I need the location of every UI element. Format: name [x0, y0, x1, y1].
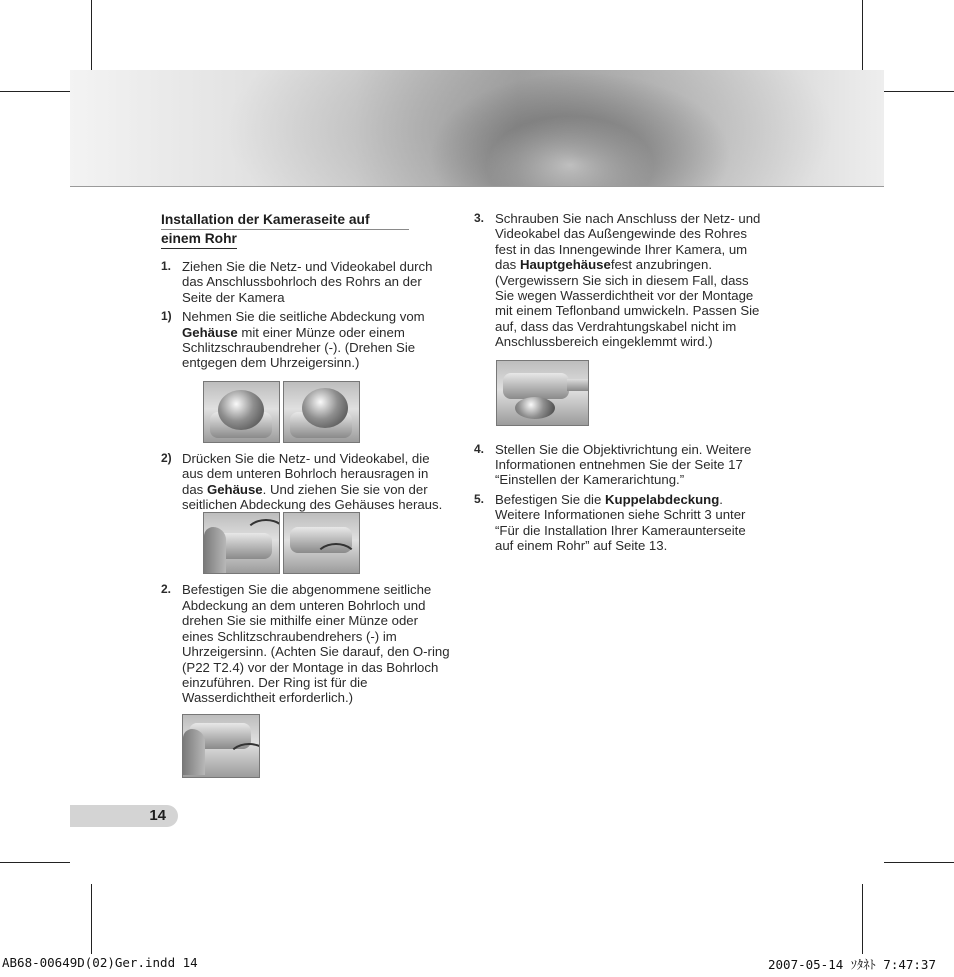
step-item: 3. Schrauben Sie nach Anschluss der Netz- und Videokabel das Außengewinde des Rohres fest in das Innengewinde Ihrer Kamera, um das Hauptgehäusefest anzubringen. (Vergewissern Sie sich in diesem Fall, dass Sie wegen Wasserdichtheit vor der Montage mit einem Teflonband umwickeln. Passen Sie auf, dass das Verdrahtungskabel nicht im Anschlussbereich eingeklemmt wird.) [474, 211, 761, 350]
crop-mark [862, 884, 863, 954]
page-number: 14 [149, 807, 166, 824]
crop-mark [0, 91, 70, 92]
photo-cover-mount [182, 714, 260, 778]
header-banner-image [70, 70, 884, 187]
step-item: 2. Befestigen Sie die abgenommene seitliche Abdeckung an dem unteren Bohrloch und drehen Sie sie mithilfe einer Münze oder eines Schlitzschraubendrehers (-) im Uhrzeigersinn. (Achten Sie darauf, den O-ring (P22 T2.4) vor der Montage in das Bohrloch einzuführen. Der Ring ist für die Wasserdichtheit erforderlich.) [161, 582, 450, 706]
crop-mark [884, 862, 954, 863]
right-column [474, 211, 766, 558]
photo-pipe-mount [496, 360, 589, 426]
photo-row [203, 381, 451, 443]
photo-row [496, 360, 766, 426]
crop-mark [862, 0, 863, 70]
step-item: 1. Ziehen Sie die Netz- und Videokabel durch das Anschlussbohrloch des Rohrs an der Seite der Kamera [161, 259, 433, 305]
crop-mark [91, 884, 92, 954]
left-column [161, 211, 451, 786]
photo-dome-camera [203, 381, 280, 443]
photo-row [203, 512, 451, 574]
crop-mark [91, 0, 92, 70]
photo-cable-pull [203, 512, 280, 574]
section-heading: Installation der Kameraseite auf einem Rohr [161, 211, 409, 249]
crop-mark [0, 862, 70, 863]
slug-file: AB68-00649D(02)Ger.indd 14 [2, 955, 198, 970]
step-item: 1) Nehmen Sie die seitliche Abdeckung vom Gehäuse mit einer Münze oder einem Schlitzschraubendreher (-). (Drehen Sie entgegen dem Uhrzeigersinn.) [161, 309, 425, 371]
step-item: 2) Drücken Sie die Netz- und Videokabel, die aus dem unteren Bohrloch herausragen in das Gehäuse. Und ziehen Sie sie von der seitlichen Abdeckung des Gehäuses heraus. [161, 450, 443, 513]
photo-cable-out [283, 512, 360, 574]
photo-row [182, 714, 451, 778]
photo-side-cover [283, 381, 360, 443]
crop-mark [884, 91, 954, 92]
page-number-tab [70, 805, 178, 827]
step-item: 5. Befestigen Sie die Kuppelabdeckung. Weitere Informationen siehe Schritt 3 unter “Für die Installation Ihrer Kameraunterseite auf einem Rohr” auf Seite 13. [474, 491, 746, 554]
step-item: 4. Stellen Sie die Objektivrichtung ein. Weitere Informationen entnehmen Sie der Seite 17 “Einstellen der Kamerarichtung.” [474, 441, 752, 488]
slug-date: 2007-05-14 ｿﾀﾈﾄ 7:47:37 [768, 957, 936, 972]
